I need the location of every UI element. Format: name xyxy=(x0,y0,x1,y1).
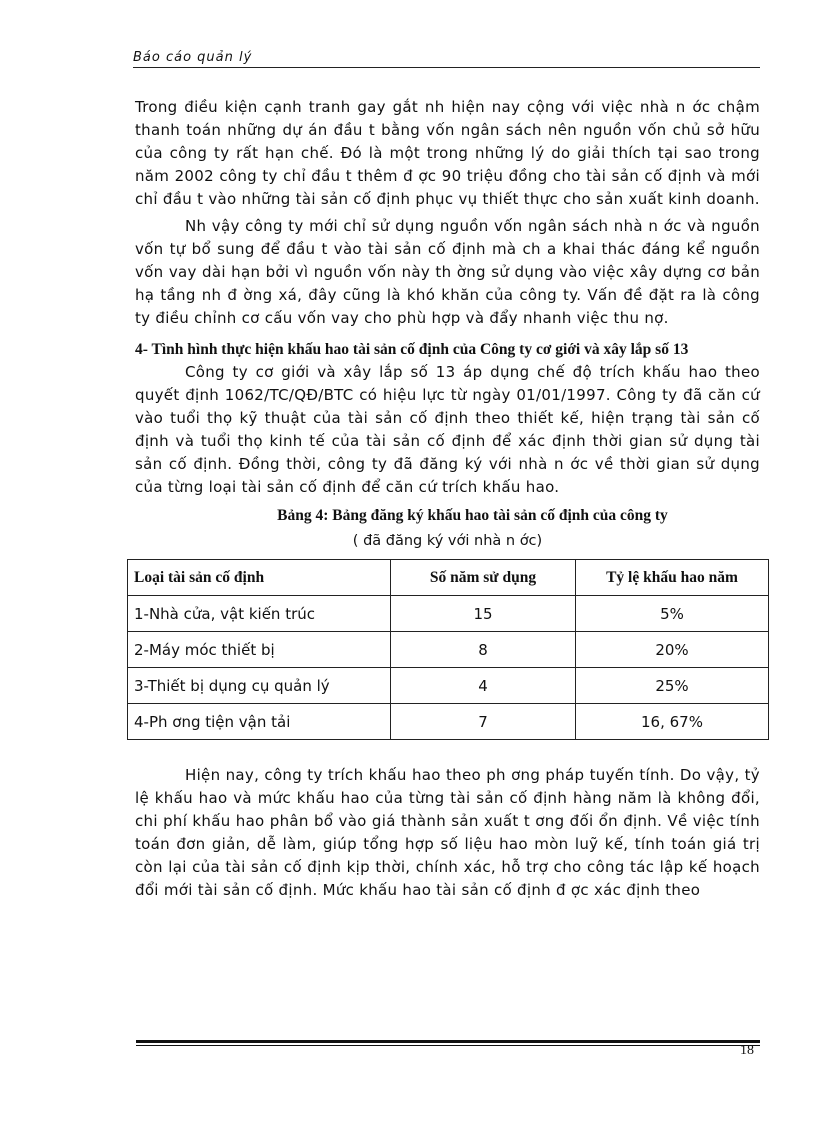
page-number: 18 xyxy=(740,1043,754,1058)
table-cell: 20% xyxy=(576,632,769,668)
header-rule xyxy=(133,67,760,68)
table-caption: Bảng 4: Bảng đăng ký khấu hao tài sản cố định của công ty xyxy=(277,507,668,524)
table-row xyxy=(128,668,769,704)
table-header-cell: Tỷ lệ khấu hao năm xyxy=(576,560,769,596)
table-header-row xyxy=(128,560,769,596)
depreciation-table xyxy=(127,559,769,740)
table-cell: 4-Ph ơng tiện vận tải xyxy=(128,704,391,740)
table-cell: 25% xyxy=(576,668,769,704)
paragraph-4: Hiện nay, công ty trích khấu hao theo ph ơng pháp tuyến tính. Do vậy, tỷ lệ khấu hao và mức khấu hao của từng tài sản cố định hàng năm là không đổi, chi phí khấu hao phân bổ vào giá thành sản xuất t ơng đối ổn định. Về việc tính toán đơn giản, dễ làm, giúp tổng hợp số liệu hao mòn luỹ kế, tính toán giá trị còn lại của tài sản cố định kịp thời, chính xác, hỗ trợ cho công tác lập kế hoạch đổi mới tài sản cố định. Mức khấu hao tài sản cố định đ ợc xác định theo xyxy=(135,766,760,899)
section-heading: 4- Tình hình thực hiện khấu hao tài sản cố định của Công ty cơ giới và xây lắp số 13 xyxy=(135,341,689,358)
paragraph-1: Trong điều kiện cạnh tranh gay gắt nh hiện nay cộng với việc nhà n ớc chậm thanh toán những dự án đầu t bằng vốn ngân sách nên nguồn vốn chủ sở hữu của công ty rất hạn chế. Đó là một trong những lý do giải thích tại sao trong năm 2002 công ty chỉ đầu t thêm đ ợc 90 triệu đồng cho tài sản cố định và mới chỉ đầu t vào những tài sản cố định phục vụ thiết thực cho sản xuất kinh doanh. xyxy=(135,98,760,208)
table-row xyxy=(128,596,769,632)
table-header-cell: Loại tài sản cố định xyxy=(128,560,391,596)
table-cell: 1-Nhà cửa, vật kiến trúc xyxy=(128,596,391,632)
table-subcaption: ( đã đăng ký với nhà n ớc) xyxy=(352,533,543,549)
table-header-cell: Số năm sử dụng xyxy=(391,560,576,596)
footer-rule-thin xyxy=(136,1045,760,1046)
table-cell: 2-Máy móc thiết bị xyxy=(128,632,391,668)
table-cell: 3-Thiết bị dụng cụ quản lý xyxy=(128,668,391,704)
table-cell: 7 xyxy=(391,704,576,740)
table-cell: 16, 67% xyxy=(576,704,769,740)
paragraph-2: Nh vậy công ty mới chỉ sử dụng nguồn vốn ngân sách nhà n ớc và nguồn vốn tự bổ sung để đầu t vào tài sản cố định mà ch a khai thác đáng kể nguồn vốn vay dài hạn bởi vì nguồn vốn này th ờng sử dụng vào việc xây dựng cơ bản hạ tầng nh đ ờng xá, đây cũng là khó khăn của công ty. Vấn đề đặt ra là công ty điều chỉnh cơ cấu vốn vay cho phù hợp và đẩy nhanh việc thu nợ. xyxy=(135,217,760,327)
table-cell: 15 xyxy=(391,596,576,632)
table-cell: 4 xyxy=(391,668,576,704)
page-header-title: Báo cáo quản lý xyxy=(133,50,253,65)
table-row xyxy=(128,704,769,740)
table-row xyxy=(128,632,769,668)
footer-rule-thick xyxy=(136,1040,760,1043)
paragraph-3: Công ty cơ giới và xây lắp số 13 áp dụng chế độ trích khấu hao theo quyết định 1062/TC/QĐ/BTC có hiệu lực từ ngày 01/01/1997. Công ty đã căn cứ vào tuổi thọ kỹ thuật của tài sản cố định theo thiết kế, hiện trạng tài sản cố định và tuổi thọ kinh tế của tài sản cố định để xác định thời gian sử dụng tài sản cố định. Đồng thời, công ty đã đăng ký với nhà n ớc về thời gian sử dụng của từng loại tài sản cố định để căn cứ trích khấu hao. xyxy=(135,363,760,496)
document-body xyxy=(135,96,760,902)
table-cell: 5% xyxy=(576,596,769,632)
table-cell: 8 xyxy=(391,632,576,668)
